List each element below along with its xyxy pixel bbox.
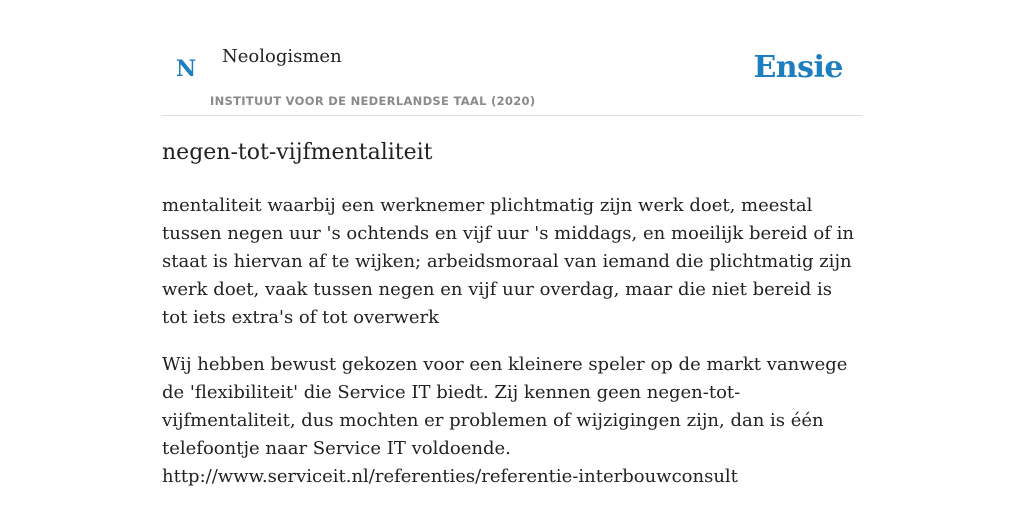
source-title[interactable]: Neologismen [222,46,342,67]
example-text: Wij hebben bewust gekozen voor een kleinere speler op de markt vanwege de 'flexibiliteit' die Service IT biedt. Zij kennen geen negen-tot-vijfmentaliteit, dus mochten er problemen of wijzigingen zijn, dan is één telefoontje naar Service IT voldoende. [162,354,848,459]
example-block [162,351,862,491]
source-logo: N [176,56,197,82]
brand-logo[interactable]: Ensie [753,50,843,85]
entry-card [162,0,862,487]
headword: negen-tot-vijfmentaliteit [162,140,433,165]
definition-text: mentaliteit waarbij een werknemer plichtmatig zijn werk doet, meestal tussen negen uur 's ochtends en vijf uur 's middags, en moeilijk bereid of in staat is hiervan af te wijken; arbeidsmoraal van iemand die plichtmatig zijn werk doet, vaak tussen negen en vijf uur overdag, maar die niet bereid is tot iets extra's of tot overwerk [162,195,854,328]
source-header [162,0,862,116]
example-source-link[interactable]: http://www.serviceit.nl/referenties/referentie-interbouwconsult [162,466,738,487]
source-subtitle: INSTITUUT VOOR DE NEDERLANDSE TAAL (2020) [210,94,536,108]
